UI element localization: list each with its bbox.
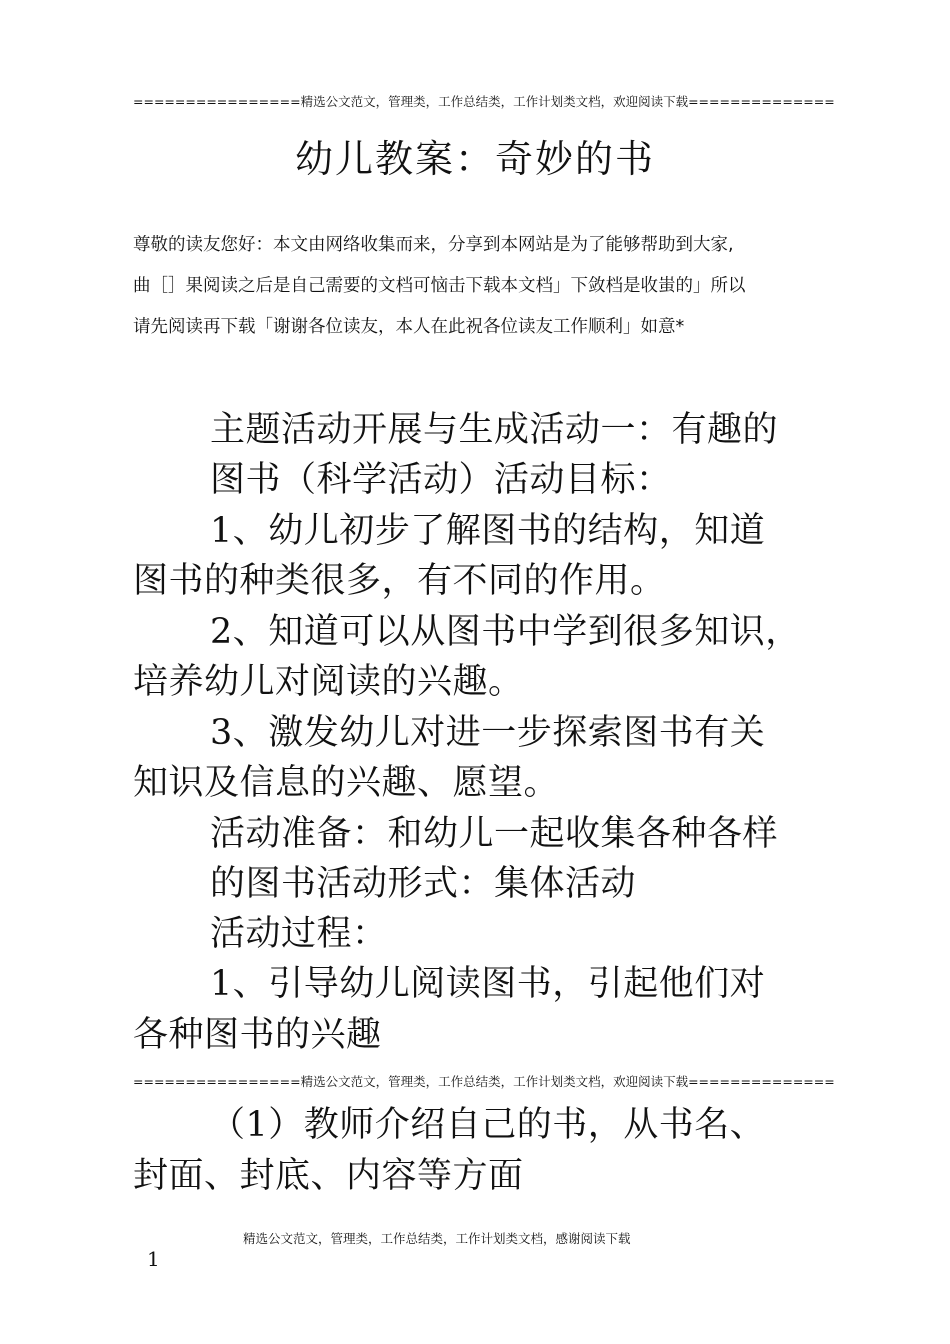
body-line-5: 2、知道可以从图书中学到很多知识， [210, 612, 801, 652]
body-line-10: 的图书活动形式：集体活动 [210, 864, 637, 904]
body-line-4: 图书的种类很多，有不同的作用。 [133, 561, 666, 601]
body-line-3: 1、幼儿初步了解图书的结构，知道 [210, 511, 766, 551]
body-line-6: 培养幼儿对阅读的兴趣。 [133, 662, 524, 702]
body-line-8: 知识及信息的兴趣、愿望。 [133, 763, 560, 803]
body-line-7: 3、激发幼儿对进一步探索图书有关 [210, 713, 766, 753]
intro-line-3: 请先阅读再下载「谢谢各位读友，本人在此祝各位读友工作顺利」如意* [133, 317, 685, 337]
intro-line-2: 曲［］果阅读之后是自己需要的文档可恼击下载本文档」下敛档是收蚩的」所以 [133, 276, 746, 296]
footer-text: 精选公文范文，管理类，工作总结类，工作计划类文档，感谢阅读下载 [243, 1231, 631, 1246]
page-number: 1 [147, 1247, 160, 1271]
document-title: 幼儿教案：奇妙的书 [295, 137, 656, 181]
body-line-11: 活动过程： [210, 914, 388, 954]
intro-line-1: 尊敬的读友您好：本文由网络收集而来，分享到本网站是为了能够帮助到大家, [133, 235, 734, 255]
body-line-2: 图书（科学活动）活动目标： [210, 460, 672, 500]
body-line-9: 活动准备：和幼儿一起收集各种各样 [210, 814, 779, 854]
header-banner: ================精选公文范文，管理类，工作总结类，工作计划类文档，欢迎阅读下载============== [133, 94, 835, 109]
page-break-banner: ================精选公文范文，管理类，工作总结类，工作计划类文档，欢迎阅读下载============== [133, 1074, 835, 1089]
body-line-14: （1）教师介绍自己的书，从书名、 [210, 1105, 766, 1145]
body-line-13: 各种图书的兴趣 [133, 1015, 382, 1055]
body-line-1: 主题活动开展与生成活动一：有趣的 [210, 410, 779, 450]
body-line-15: 封面、封底、内容等方面 [133, 1156, 524, 1196]
body-line-12: 1、引导幼儿阅读图书，引起他们对 [210, 964, 766, 1004]
